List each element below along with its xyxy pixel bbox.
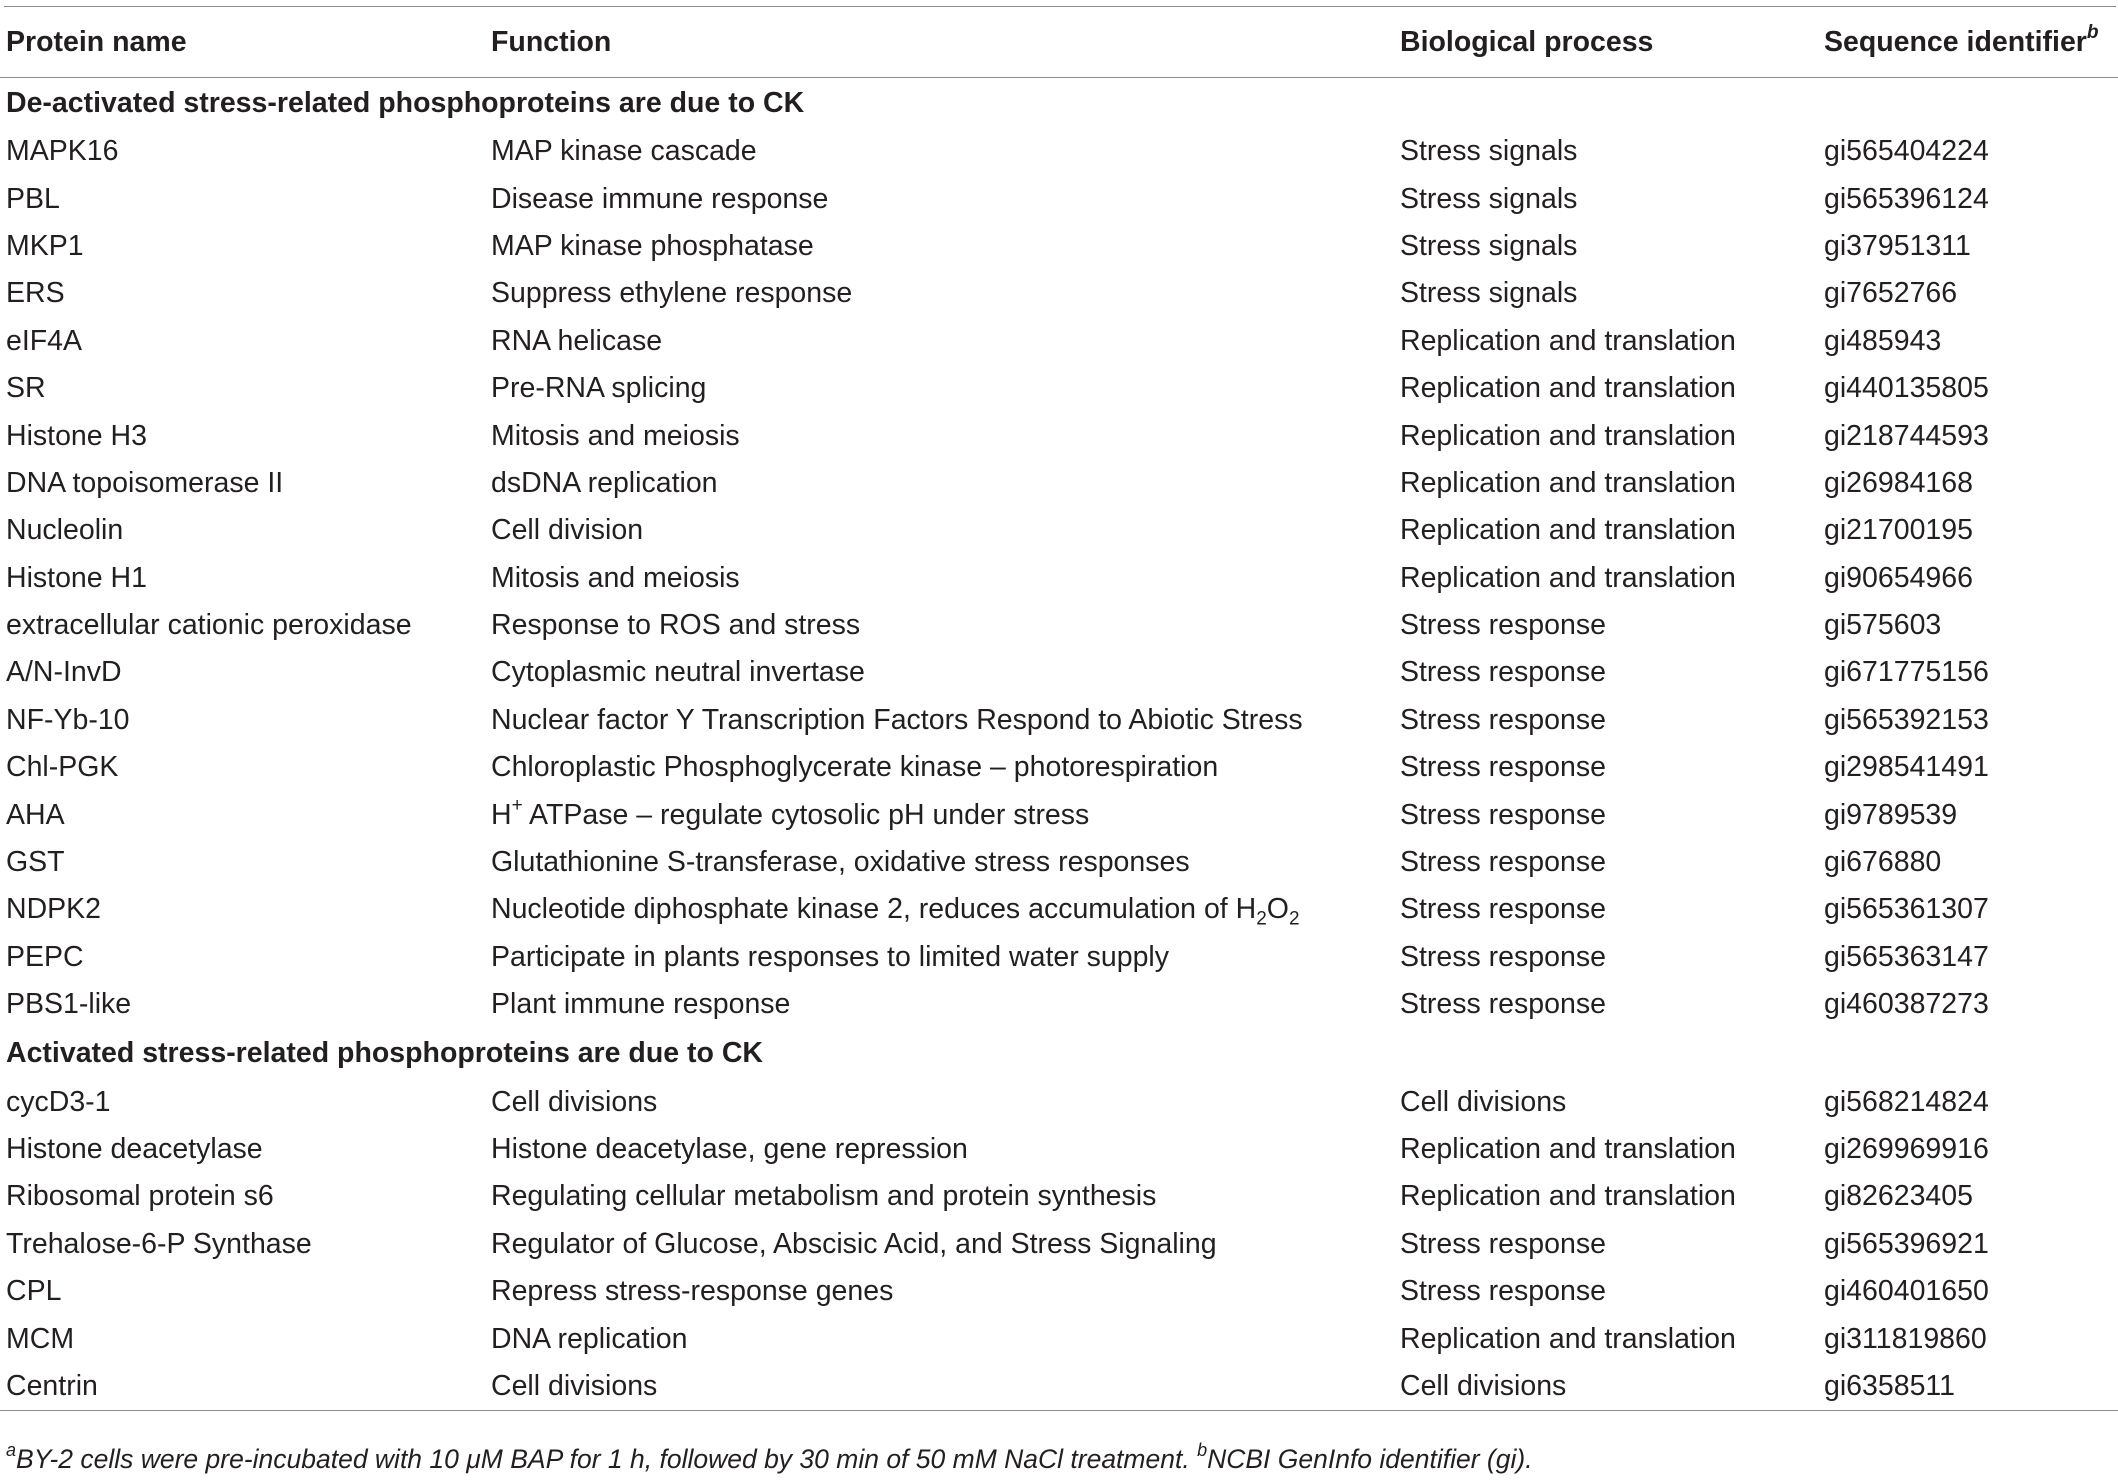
table-row [0, 791, 2118, 838]
function-part-sub2: 2 [1288, 909, 1300, 931]
protein-name-cell: Nucleolin [6, 514, 124, 547]
function-cell: Suppress ethylene response [491, 277, 853, 310]
protein-name-cell: cycD3-1 [6, 1085, 111, 1118]
table-row [0, 318, 2118, 365]
sequence-identifier-cell: gi485943 [1824, 324, 1942, 357]
sequence-identifier-cell: gi440135805 [1824, 372, 1989, 405]
table-row [0, 223, 2118, 270]
function-cell: RNA helicase [491, 324, 663, 357]
biological-process-cell: Stress response [1400, 1275, 1606, 1308]
table-row [0, 1078, 2118, 1125]
table-row [0, 412, 2118, 459]
function-cell: MAP kinase cascade [491, 135, 757, 168]
header-sequence-identifier-footnote-mark: b [2086, 22, 2099, 43]
sequence-identifier-cell: gi565396921 [1824, 1227, 1989, 1260]
sequence-identifier-cell: gi568214824 [1824, 1085, 1989, 1118]
biological-process-cell: Replication and translation [1400, 1180, 1736, 1213]
protein-name-cell: MAPK16 [6, 135, 119, 168]
function-cell: Histone deacetylase, gene repression [491, 1133, 968, 1165]
protein-name-cell: SR [6, 372, 46, 405]
biological-process-cell: Stress response [1400, 656, 1606, 689]
biological-process-cell: Replication and translation [1400, 372, 1736, 405]
table-row [0, 981, 2118, 1028]
header-protein-name: Protein name [6, 25, 187, 58]
protein-name-cell: A/N-InvD [6, 656, 122, 689]
protein-name-cell: MKP1 [6, 229, 84, 262]
footnote-a-mark: a [6, 1440, 17, 1461]
footnote-b-text: NCBI GenInfo identifier (gi). [1207, 1444, 1533, 1474]
protein-name-cell: Centrin [6, 1369, 98, 1402]
table-row [0, 839, 2118, 886]
biological-process-cell: Stress response [1400, 893, 1606, 926]
biological-process-cell: Stress response [1400, 798, 1606, 831]
sequence-identifier-cell: gi460387273 [1824, 988, 1989, 1021]
biological-process-cell: Cell divisions [1400, 1369, 1567, 1402]
table-row [0, 175, 2118, 222]
function-cell: Plant immune response [491, 988, 791, 1021]
table-row [0, 1173, 2118, 1220]
footnote-b-mark: b [1197, 1440, 1208, 1461]
function-cell: Mitosis and meiosis [491, 561, 740, 594]
function-cell: Repress stress-response genes [491, 1275, 894, 1308]
table-row [0, 744, 2118, 791]
section-header-row [0, 78, 2118, 129]
function-cell: Mitosis and meiosis [491, 419, 740, 452]
protein-name-cell: extracellular cationic peroxidase [6, 609, 412, 642]
sequence-identifier-cell: gi6358511 [1824, 1369, 1956, 1402]
protein-name-cell: Histone deacetylase [6, 1133, 263, 1165]
function-part-post: ATPase – regulate cytosolic pH under stress [522, 798, 1090, 831]
function-cell: Regulating cellular metabolism and protein synthesis [491, 1180, 1157, 1213]
protein-name-cell: MCM [6, 1322, 75, 1355]
protein-table-container [0, 6, 2118, 1411]
table-row [0, 1363, 2118, 1411]
function-cell: Cell division [491, 514, 644, 547]
table-footnote [6, 1440, 1533, 1475]
biological-process-cell: Stress signals [1400, 277, 1578, 310]
table-body [0, 78, 2118, 1411]
protein-name-cell: Trehalose-6-P Synthase [6, 1227, 312, 1260]
biological-process-cell: Replication and translation [1400, 1133, 1736, 1165]
footnote-a-text-pre: BY-2 cells were pre-incubated with 10 [16, 1444, 467, 1474]
footnote-a-text-post: M BAP for 1 h, followed by 30 min of 50 mM NaCl treatment. [480, 1444, 1198, 1474]
table-row [0, 602, 2118, 649]
sequence-identifier-cell: gi565404224 [1824, 135, 1989, 168]
biological-process-cell: Replication and translation [1400, 561, 1736, 594]
biological-process-cell: Replication and translation [1400, 419, 1736, 452]
table-row [0, 934, 2118, 981]
table-row [0, 270, 2118, 317]
sequence-identifier-cell: gi565392153 [1824, 703, 1989, 736]
table-row [0, 1315, 2118, 1362]
protein-table [0, 7, 2118, 1411]
function-part-sub1: 2 [1256, 909, 1267, 931]
biological-process-cell: Stress response [1400, 751, 1606, 784]
function-cell: Participate in plants responses to limited water supply [491, 940, 1170, 973]
sequence-identifier-cell: gi565396124 [1824, 182, 1989, 215]
function-part-pre: Nucleotide diphosphate kinase 2, reduces accumulation of H [491, 893, 1257, 926]
protein-name-cell: NF-Yb-10 [6, 703, 130, 736]
table-row [0, 128, 2118, 175]
biological-process-cell: Stress response [1400, 846, 1606, 879]
sequence-identifier-cell: gi21700195 [1824, 514, 1973, 547]
protein-name-cell: GST [6, 846, 65, 879]
function-cell: dsDNA replication [491, 466, 718, 499]
function-cell: Response to ROS and stress [491, 609, 861, 642]
sequence-identifier-cell: gi218744593 [1824, 419, 1989, 452]
biological-process-cell: Stress response [1400, 703, 1606, 736]
biological-process-cell: Replication and translation [1400, 1322, 1736, 1355]
table-row [0, 1126, 2118, 1173]
biological-process-cell: Stress signals [1400, 135, 1578, 168]
protein-name-cell: DNA topoisomerase II [6, 466, 284, 499]
function-part-sup: + [511, 795, 523, 817]
header-sequence-identifier-label: Sequence identifier [1824, 25, 2087, 58]
function-part-mid: O [1266, 893, 1289, 926]
sequence-identifier-cell: gi565361307 [1824, 893, 1989, 926]
biological-process-cell: Replication and translation [1400, 324, 1736, 357]
header-function: Function [491, 25, 612, 58]
table-row [0, 1268, 2118, 1315]
biological-process-cell: Stress response [1400, 988, 1606, 1021]
function-cell: Glutathionine S-transferase, oxidative stress responses [491, 846, 1190, 879]
table-row [0, 697, 2118, 744]
sequence-identifier-cell: gi82623405 [1824, 1180, 1973, 1213]
biological-process-cell: Stress signals [1400, 229, 1578, 262]
table-row [0, 886, 2118, 933]
table-row [0, 460, 2118, 507]
sequence-identifier-cell: gi7652766 [1824, 277, 1958, 310]
protein-name-cell: AHA [6, 798, 65, 831]
table-row [0, 507, 2118, 554]
function-cell: Regulator of Glucose, Abscisic Acid, and Stress Signaling [491, 1227, 1217, 1260]
protein-name-cell: Chl-PGK [6, 751, 119, 784]
table-row [0, 365, 2118, 412]
header-biological-process: Biological process [1400, 25, 1654, 58]
header-sequence-identifier [1824, 7, 2118, 78]
sequence-identifier-cell: gi37951311 [1824, 229, 1971, 262]
sequence-identifier-cell: gi460401650 [1824, 1275, 1989, 1308]
sequence-identifier-cell: gi565363147 [1824, 940, 1989, 973]
protein-name-cell: PBL [6, 182, 60, 215]
biological-process-cell: Stress response [1400, 609, 1606, 642]
sequence-identifier-cell: gi9789539 [1824, 798, 1958, 831]
table-row [0, 649, 2118, 696]
function-cell: Nuclear factor Y Transcription Factors Respond to Abiotic Stress [491, 703, 1303, 736]
section-header-row [0, 1028, 2118, 1078]
biological-process-cell: Stress response [1400, 1227, 1606, 1260]
function-cell [491, 791, 1400, 838]
protein-name-cell: PBS1-like [6, 988, 132, 1021]
sequence-identifier-cell: gi26984168 [1824, 466, 1973, 499]
biological-process-cell: Cell divisions [1400, 1085, 1567, 1118]
sequence-identifier-cell: gi90654966 [1824, 561, 1973, 594]
function-cell: Cytoplasmic neutral invertase [491, 656, 865, 689]
protein-name-cell: ERS [6, 277, 65, 310]
protein-name-cell: Ribosomal protein s6 [6, 1180, 274, 1213]
section-title: Activated stress-related phosphoproteins are due to CK [6, 1036, 763, 1069]
function-cell: Cell divisions [491, 1085, 658, 1118]
protein-name-cell: eIF4A [6, 324, 83, 357]
biological-process-cell: Replication and translation [1400, 514, 1736, 547]
function-cell [491, 886, 1400, 933]
protein-name-cell: NDPK2 [6, 893, 102, 926]
protein-name-cell: Histone H3 [6, 419, 147, 452]
sequence-identifier-cell: gi269969916 [1824, 1133, 1989, 1165]
function-cell: MAP kinase phosphatase [491, 229, 814, 262]
table-row [0, 555, 2118, 602]
table-row [0, 1221, 2118, 1268]
sequence-identifier-cell: gi298541491 [1824, 751, 1989, 784]
sequence-identifier-cell: gi311819860 [1824, 1322, 1987, 1355]
function-cell: Cell divisions [491, 1369, 658, 1402]
header-row [0, 7, 2118, 78]
protein-name-cell: CPL [6, 1275, 62, 1308]
function-cell: Chloroplastic Phosphoglycerate kinase – photorespiration [491, 751, 1219, 784]
biological-process-cell: Replication and translation [1400, 466, 1736, 499]
function-cell: DNA replication [491, 1322, 688, 1355]
section-title: De-activated stress-related phosphoproteins are due to CK [6, 86, 805, 119]
footnote-a-mu: μ [466, 1444, 481, 1474]
sequence-identifier-cell: gi676880 [1824, 846, 1942, 879]
function-cell: Pre-RNA splicing [491, 372, 707, 405]
biological-process-cell: Stress response [1400, 940, 1606, 973]
protein-name-cell: Histone H1 [6, 561, 147, 594]
sequence-identifier-cell: gi671775156 [1824, 656, 1989, 689]
function-cell: Disease immune response [491, 182, 829, 215]
protein-name-cell: PEPC [6, 940, 84, 973]
sequence-identifier-cell: gi575603 [1824, 609, 1942, 642]
biological-process-cell: Stress signals [1400, 182, 1578, 215]
function-part-pre: H [491, 798, 512, 831]
